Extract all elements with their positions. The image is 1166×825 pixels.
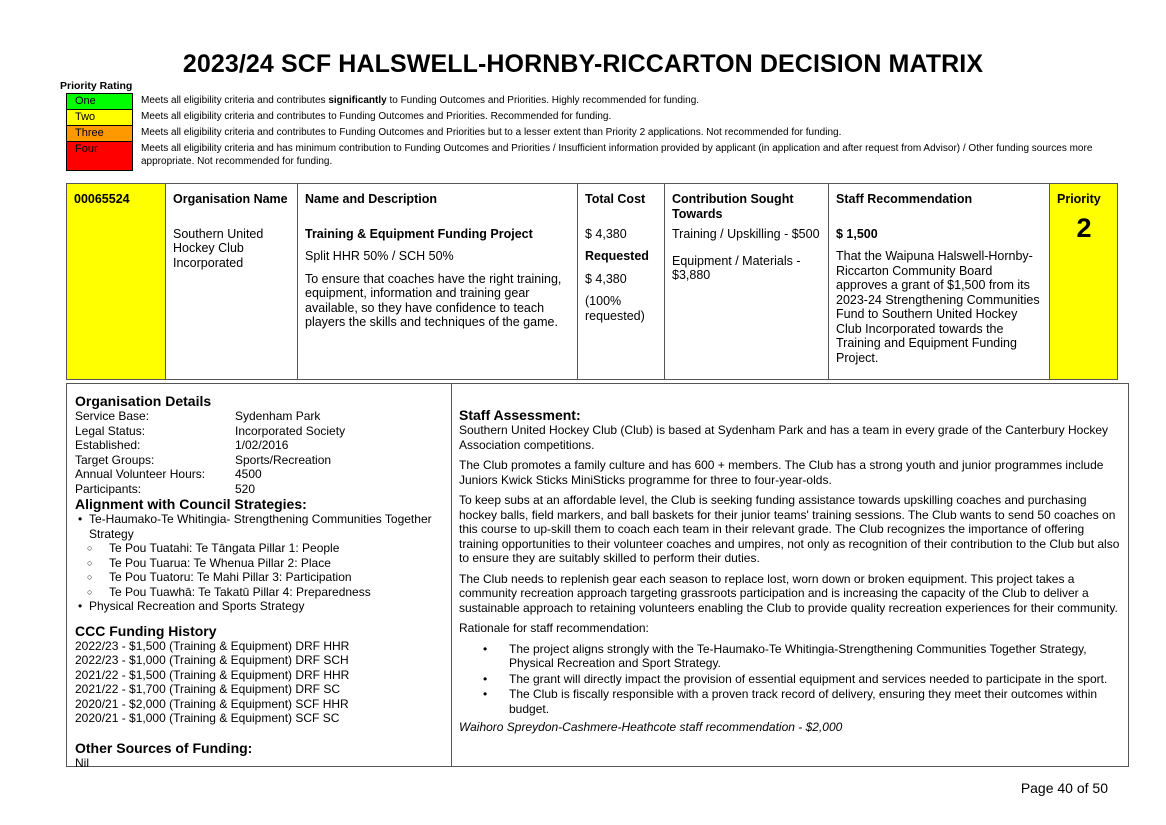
legend-row-three	[66, 125, 1106, 141]
legend-swatch-four: Four	[66, 141, 133, 171]
rationale-item: • The project aligns strongly with the Te-Haumako-Te Whitingia-Strengthening Communities Together Strategy, Physical Recreation and Sport Strategy.	[509, 642, 1120, 671]
project-split: Split HHR 50% / SCH 50%	[305, 249, 454, 263]
name-desc-cell	[298, 184, 578, 380]
application-table	[66, 183, 1118, 380]
contribution-cell	[665, 184, 829, 380]
pillar-item: ○ Te Pou Tuarua: Te Whenua Pillar 2: Place	[89, 556, 443, 571]
history-item: 2022/23 - $1,500 (Training & Equipment) DRF HHR	[75, 638, 350, 653]
contribution-2: Equipment / Materials - $3,880	[672, 253, 801, 282]
legend-desc-two: Meets all eligibility criteria and contributes to Funding Outcomes and Priorities. Recommended for funding.	[141, 111, 612, 122]
legend-row-four	[66, 141, 1106, 171]
rec-amount: $ 1,500	[836, 226, 878, 241]
alignment-heading: Alignment with Council Strategies:	[75, 496, 307, 512]
assessment-paragraph: Southern United Hockey Club (Club) is based at Sydenham Park and has a team in every grade of the Canterbury Hockey Association competitions.	[459, 423, 1109, 452]
rationale-item: • The grant will directly impact the provision of essential equipment and services needed to participate in the sport.	[509, 672, 1120, 687]
detail-row: Service Base: Sydenham Park	[75, 409, 321, 423]
history-item: 2021/22 - $1,700 (Training & Equipment) DRF SC	[75, 682, 341, 696]
legend-desc-three: Meets all eligibility criteria and contributes to Funding Outcomes and Priorities but to a lesser extent than Priority 2 applications. Not recommended for funding.	[141, 127, 842, 138]
rationale-list	[459, 642, 1120, 717]
detail-row: Participants: 520	[75, 481, 256, 496]
history-item: 2020/21 - $1,000 (Training & Equipment) SCF SC	[75, 711, 340, 725]
priority-cell	[1050, 184, 1118, 380]
assessment-paragraph: The Club needs to replenish gear each season to replace lost, worn down or broken equipment. This project takes a community recreation approach targeting grassroots participation and is increasing the capacity of the Club to deliver a sustainable approach to retaining volunteers enabling the Club to provide quality recreation experiences for their community.	[459, 571, 1118, 615]
name-desc-header: Name and Description	[305, 192, 437, 206]
detail-row: Annual Volunteer Hours: 4500	[75, 467, 262, 481]
org-cell	[166, 184, 298, 380]
total-cost: $ 4,380	[585, 226, 627, 241]
legend-swatch-two: Two	[66, 109, 133, 125]
org-header: Organisation Name	[173, 192, 288, 206]
assessment-paragraph: To keep subs at an affordable level, the Club is seeking funding assistance towards upskilling coaches and purchasing hockey balls, field markers, and ball baskets for their junior teams' training sessions. The Club wants to send 50 coaches on this course to up-skill them to coach each team in their relevant grade. The Club recognizes the importance of offering training opportunities to their volunteer coaches and umpires, not only as recognition of their contribution to the Club but also to ensure they are suitably skilled to perform their duties.	[459, 493, 1120, 565]
other-funding-heading: Other Sources of Funding:	[75, 739, 253, 756]
legend-desc-four: Meets all eligibility criteria and has minimum contribution to Funding Outcomes and Priorities / Insufficient information provided by applicant (in application and after request from Advisor) / Other funding sources more appropriate. Not recommended for funding.	[141, 143, 1093, 167]
history-item: 2020/21 - $2,000 (Training & Equipment) SCF HHR	[75, 696, 349, 711]
staff-assessment-heading: Staff Assessment:	[459, 407, 581, 423]
rec-text: That the Waipuna Halswell-Hornby-Riccarton Community Board approves a grant of $1,500 from its 2023-24 Strengthening Communities Fund to Southern United Hockey Club Incorporated towards the Training and Equipment Funding Project.	[836, 249, 1040, 365]
detail-row: Established: 1/02/2016	[75, 438, 289, 452]
application-id: 00065524	[74, 192, 130, 206]
requested-pct: (100% requested)	[585, 294, 645, 323]
legend-swatch-three: Three	[66, 125, 133, 141]
org-details-column	[67, 384, 452, 770]
total-cost-header: Total Cost	[585, 192, 646, 206]
staff-rec-cell	[829, 184, 1050, 380]
funding-history-heading: CCC Funding History	[75, 622, 217, 639]
history-item: 2021/22 - $1,500 (Training & Equipment) DRF HHR	[75, 667, 350, 682]
rationale-item: • The Club is fiscally responsible with a proven track record of delivery, ensuring they meet their outcomes within budget.	[509, 687, 1120, 716]
priority-rating-label: Priority Rating	[60, 80, 133, 92]
details-panel	[66, 383, 1129, 770]
assessment-paragraph: The Club promotes a family culture and has 600 + members. The Club has a strong youth and junior programmes include Juniors Kwick Sticks MiniSticks programme for three to four-year-olds.	[459, 458, 1104, 487]
application-id-cell	[67, 184, 166, 380]
total-cost-cell	[578, 184, 665, 380]
org-name: Southern United Hockey Club Incorporated	[173, 226, 264, 270]
page-title: 2023/24 SCF HALSWELL-HORNBY-RICCARTON DECISION MATRIX	[182, 50, 984, 78]
requested-amount: $ 4,380	[585, 271, 627, 286]
legend-row-two	[66, 109, 1106, 125]
staff-assessment-column	[452, 384, 1128, 766]
priority-header: Priority	[1057, 192, 1101, 206]
pillar-item: ○ Te Pou Tuatoru: Te Mahi Pillar 3: Participation	[89, 570, 443, 585]
detail-row: Target Groups: Sports/Recreation	[75, 452, 332, 467]
pillar-item: ○ Te Pou Tuatahi: Te Tāngata Pillar 1: People	[89, 541, 443, 556]
project-description: To ensure that coaches have the right training, equipment, information and training gear available, so they have confidence to teach players the skills and techniques of the game.	[305, 271, 562, 329]
other-board-recommendation: Waihoro Spreydon-Cashmere-Heathcote staff recommendation - $2,000	[459, 720, 843, 734]
history-item: 2022/23 - $1,000 (Training & Equipment) DRF SCH	[75, 653, 349, 667]
rationale-label: Rationale for staff recommendation:	[459, 621, 649, 635]
alignment-list	[75, 512, 443, 614]
requested-label: Requested	[585, 249, 649, 263]
pillar-item: ○ Te Pou Tuawhā: Te Takatū Pillar 4: Preparedness	[89, 585, 443, 600]
project-title: Training & Equipment Funding Project	[305, 226, 533, 241]
detail-row: Legal Status: Incorporated Society	[75, 423, 346, 438]
contribution-1: Training / Upskilling - $500	[672, 227, 820, 241]
other-funding-value: Nil	[75, 755, 89, 770]
legend-desc-one: Meets all eligibility criteria and contributes significantly to Funding Outcomes and Priorities. Highly recommended for funding.	[141, 95, 700, 106]
priority-legend	[66, 93, 1106, 171]
staff-rec-header: Staff Recommendation	[836, 192, 973, 206]
strategy-item: • Physical Recreation and Sports Strategy	[89, 599, 443, 614]
org-details-heading: Organisation Details	[75, 393, 212, 409]
strategy-item: • Te-Haumako-Te Whitingia- Strengthening Communities Together Strategy	[89, 512, 443, 541]
priority-value: 2	[1076, 212, 1092, 243]
page-number: Page 40 of 50	[1020, 780, 1108, 796]
contribution-header: Contribution Sought Towards	[672, 192, 794, 221]
legend-swatch-one: One	[66, 93, 133, 109]
legend-row-one	[66, 93, 1106, 109]
